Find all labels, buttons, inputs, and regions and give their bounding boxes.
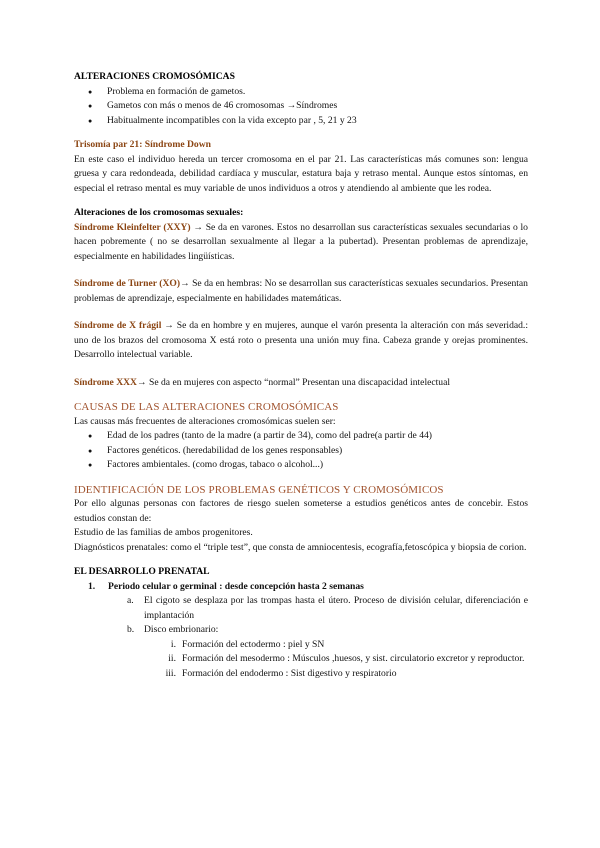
text-kleinfelter: → Se da en varones. Estos no desarrollan sus características sexuales secundarias o lo hacen pobremente ( no se desarrollan sexualmente al llegar a la pubertad). Presentan problemas de aprendizaje, especialmente en habilidades lingüísticas. xyxy=(74,221,528,262)
text-xxx: → Se da en mujeres con aspecto “normal” Presentan una discapacidad intelectual xyxy=(137,376,451,388)
term-x-fragil: Síndrome de X frágil xyxy=(74,320,162,331)
list-item: ● Edad de los padres (tanto de la madre (a partir de 34), como del padre(a partir de 44) xyxy=(74,429,528,444)
outline-text: El cigoto se desplaza por las trompas hasta el útero. Proceso de división celular, diferenciación e implantación xyxy=(144,595,528,621)
outline-item-cigoto xyxy=(74,594,528,623)
section-causas xyxy=(74,400,528,473)
section-down xyxy=(74,138,528,196)
document-page xyxy=(74,70,528,681)
term-xxx: Síndrome XXX xyxy=(74,376,137,388)
paragraph-xxx xyxy=(74,376,528,391)
paragraph-turner xyxy=(74,277,528,306)
paragraph-causas-intro: Las causas más frecuentes de alteraciones cromosómicas suelen ser: xyxy=(74,415,336,427)
term-turner: Síndrome de Turner (XO) xyxy=(74,278,181,289)
term-kleinfelter: Síndrome Kleinfelter (XXY) xyxy=(74,221,191,233)
list-alteraciones xyxy=(74,85,528,129)
list-item: ● Problema en formación de gametos. xyxy=(74,85,528,100)
text-turner: → Se da en hembras: No se desarrollan sus características sexuales secundarios. Presentan problemas de aprendizaje, especialmente en habilidades matemáticas. xyxy=(74,278,528,304)
section-sexuales xyxy=(74,206,528,390)
heading-sexuales: Alteraciones de los cromosomas sexuales: xyxy=(74,207,244,218)
paragraph-x-fragil xyxy=(74,319,528,363)
outline-letter: a. xyxy=(127,595,134,606)
outline-roman: ii. xyxy=(168,653,176,664)
paragraph-down: En este caso el individuo hereda un tercer cromosoma en el par 21. Las características más comunes son: lengua gruesa y cara redondeada, debilidad cardíaca y muscular, estatura baja y retraso mental. Aunque estos síntomas, en especial el retraso mental es muy variable de unos individuos a otros y atendiendo al ambiente que les rodea. xyxy=(74,153,528,194)
outline-number: 1. xyxy=(88,580,96,592)
outline-text: Formación del ectodermo : piel y SN xyxy=(182,638,325,650)
outline-roman: iii. xyxy=(165,667,176,679)
heading-identificacion: IDENTIFICACIÓN DE LOS PROBLEMAS GENÉTICOS Y CROMOSÓMICOS xyxy=(74,483,444,496)
section-alteraciones xyxy=(74,70,528,128)
section-desarrollo xyxy=(74,565,528,681)
list-item: ● Factores genéticos. (heredabilidad de los genes responsables) xyxy=(74,444,528,459)
paragraph-identificacion-1: Por ello algunas personas con factores de riesgo suelen someterse a estudios genéticos antes de concebir. Estos estudios constan de: xyxy=(74,498,528,524)
outline-text: Periodo celular o germinal : desde concepción hasta 2 semanas xyxy=(108,580,364,592)
list-item: ● Gametos con más o menos de 46 cromosomas →Síndromes xyxy=(74,99,528,114)
list-item: ● Factores ambientales. (como drogas, tabaco o alcohol...) xyxy=(74,458,528,473)
heading-desarrollo: EL DESARROLLO PRENATAL xyxy=(74,566,210,577)
section-identificacion xyxy=(74,483,528,556)
outline-text: Disco embrionario: xyxy=(144,624,219,635)
outline-letter: b. xyxy=(127,624,135,635)
outline-item-periodo-celular xyxy=(74,580,528,595)
heading-causas: CAUSAS DE LAS ALTERACIONES CROMOSÓMICAS xyxy=(74,401,339,413)
outline-item-mesodermo xyxy=(74,652,528,667)
outline-item-endodermo xyxy=(74,667,528,682)
outline-text: Formación del mesodermo : Músculos ,huesos, y sist. circulatorio excretor y reproductor. xyxy=(182,653,525,664)
outline-item-ectodermo xyxy=(74,638,528,653)
outline-text: Formación del endodermo : Sist digestivo y respiratorio xyxy=(182,667,397,679)
outline-item-disco xyxy=(74,623,528,638)
text-x-fragil: → Se da en hombre y en mujeres, aunque el varón presenta la alteración con más severidad.: uno de los brazos del cromosoma X está roto o presenta una unión muy fina. Cabeza grande y orejas prominentes. Desarrollo intelectual variable. xyxy=(74,320,528,360)
list-item: ● Habitualmente incompatibles con la vida excepto par , 5, 21 y 23 xyxy=(74,114,528,129)
heading-down: Trisomía par 21: Síndrome Down xyxy=(74,139,211,150)
paragraph-kleinfelter xyxy=(74,221,528,265)
outline-roman: i. xyxy=(170,638,176,650)
paragraph-identificacion-3: Diagnósticos prenatales: como el “triple test”, que consta de amniocentesis, ecografía,fetoscópica y biopsia de corion. xyxy=(74,541,527,553)
heading-alteraciones: ALTERACIONES CROMOSÓMICAS xyxy=(74,71,235,82)
list-causas xyxy=(74,429,528,473)
paragraph-identificacion-2: Estudio de las familias de ambos progenitores. xyxy=(74,527,253,538)
